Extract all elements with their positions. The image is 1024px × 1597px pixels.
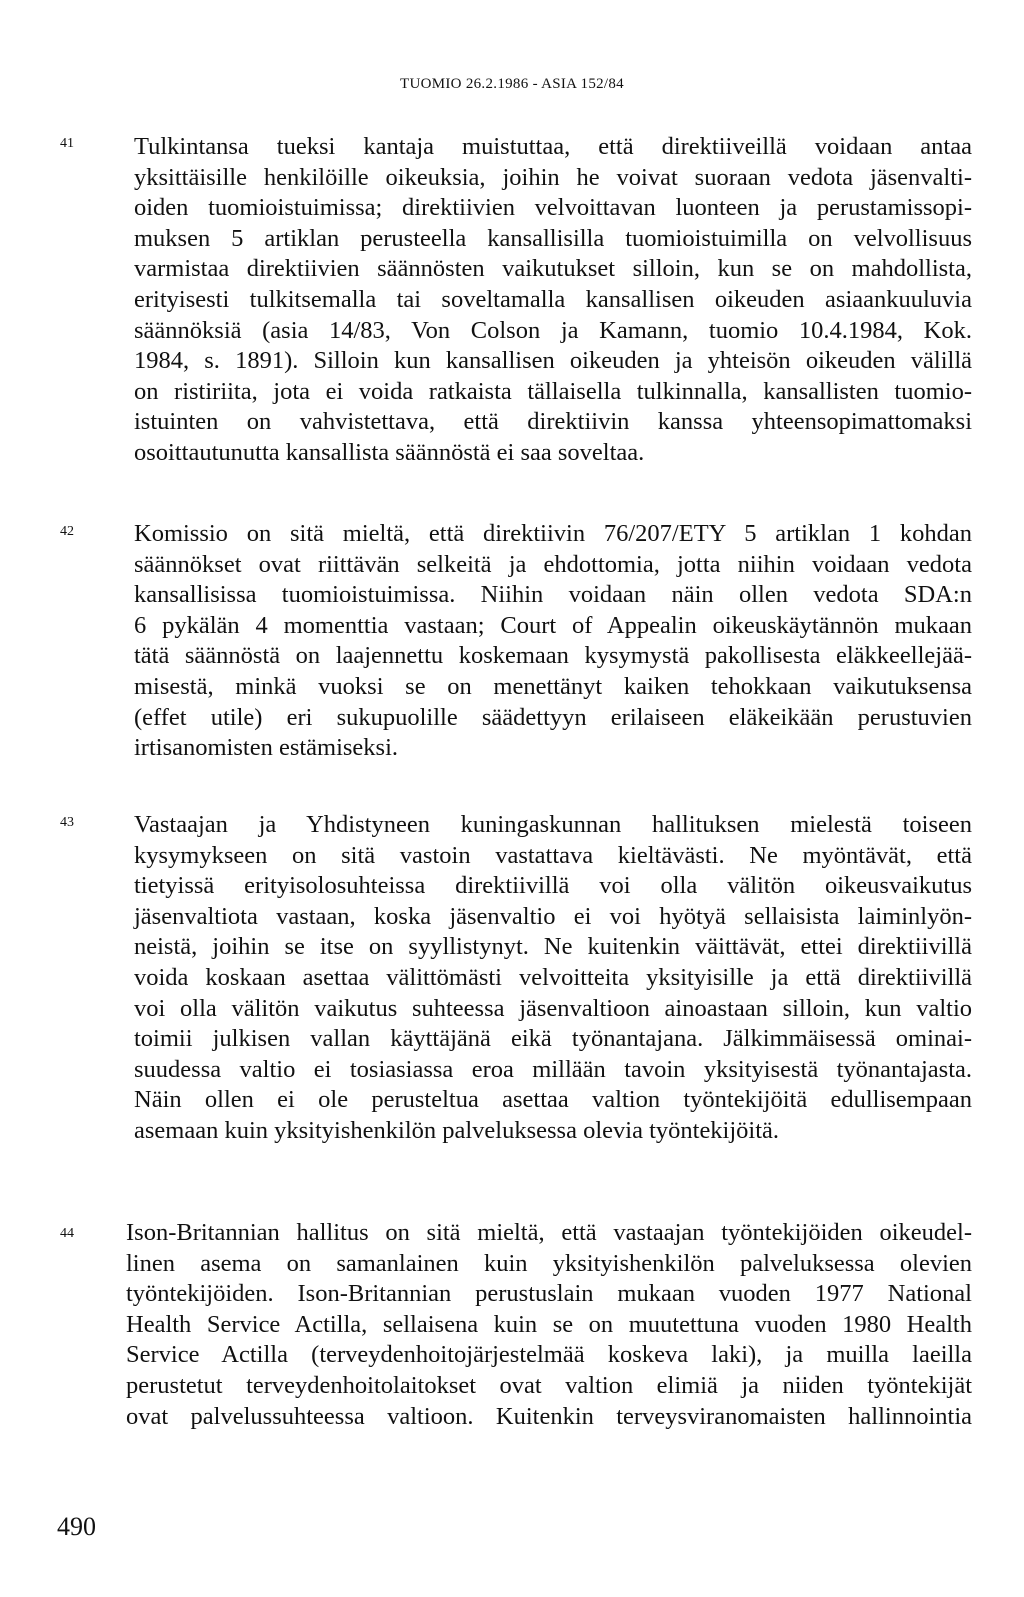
text-line: säännökset ovat riittävän selkeitä ja ehdottomia, jotta niihin voidaan vedota [134,550,972,578]
text-line: voida koskaan asettaa välittömästi velvoitteita yksityisille ja että direktiivillä [134,963,972,991]
running-header: TUOMIO 26.2.1986 - ASIA 152/84 [399,76,624,92]
paragraph-number: 41 [60,136,74,151]
text-line: erityisesti tulkitsemalla tai soveltamalla kansallisen oikeuden asiaankuuluvia [134,285,972,313]
paragraph-43 [134,810,972,1147]
text-line: varmistaa direktiivien säännösten vaikutukset silloin, kun se on mahdollista, [134,255,972,283]
text-line: on ristiriita, jota ei voida ratkaista tällaisella tulkinnalla, kansallisten tuomio- [134,377,972,405]
text-line: yksittäisille henkilöille oikeuksia, joihin he voivat suoraan vedota jäsenvalti- [134,163,972,191]
text-line: neistä, joihin se itse on syyllistynyt. Ne kuitenkin väittävät, ettei direktiivillä [134,933,972,961]
text-line: linen asema on samanlainen kuin yksityishenkilön palveluksessa olevien [126,1249,972,1277]
text-line: (effet utile) eri sukupuolille säädettyyn erilaiseen eläkeikään perustuvien [134,703,972,731]
text-line: työntekijöiden. Ison-Britannian perustuslain mukaan vuoden 1977 National [126,1280,972,1308]
text-line: ovat palvelussuhteessa valtioon. Kuitenkin terveysviranomaisten hallinnointia [126,1402,972,1430]
text-line: säännöksiä (asia 14/83, Von Colson ja Kamann, tuomio 10.4.1984, Kok. [134,316,972,344]
paragraph-number: 43 [60,815,74,830]
text-line: kansallisissa tuomioistuimissa. Niihin voidaan näin ollen vedota SDA:n [134,581,972,609]
text-line: 1984, s. 1891). Silloin kun kansallisen oikeuden ja yhteisön oikeuden välillä [134,347,972,375]
paragraph-41 [134,132,972,469]
text-line: asemaan kuin yksityishenkilön palveluksessa olevia työntekijöitä. [134,1116,780,1144]
page-number: 490 [57,1512,96,1541]
text-line: misestä, minkä vuoksi se on menettänyt kaiken tehokkaan vaikutuksensa [134,672,972,700]
text-line: osoittautunutta kansallista säännöstä ei saa soveltaa. [134,438,645,466]
text-line: muksen 5 artiklan perusteella kansallisilla tuomioistuimilla on velvollisuus [134,224,972,252]
text-line: perustetut terveydenhoitolaitokset ovat valtion elimiä ja niiden työntekijät [126,1371,972,1399]
text-line: irtisanomisten estämiseksi. [134,734,399,762]
paragraph-44 [126,1218,972,1432]
paragraph-number: 42 [60,524,74,539]
paragraph-42 [134,519,972,764]
text-line: Tulkintansa tueksi kantaja muistuttaa, että direktiiveillä voidaan antaa [134,133,972,160]
paragraph-number: 44 [60,1226,74,1241]
text-line: Ison-Britannian hallitus on sitä mieltä, että vastaajan työntekijöiden oikeudel- [126,1219,972,1246]
text-line: tätä säännöstä on laajennettu koskemaan kysymystä pakollisesta eläkkeellejää- [134,642,972,670]
text-line: kysymykseen on sitä vastoin vastattava kieltävästi. Ne myöntävät, että [134,841,972,869]
text-line: voi olla välitön vaikutus suhteessa jäsenvaltioon ainoastaan silloin, kun valtio [134,994,972,1022]
text-line: tietyissä erityisolosuhteissa direktiivillä voi olla välitön oikeusvaikutus [134,872,972,900]
text-line: 6 pykälän 4 momenttia vastaan; Court of Appealin oikeuskäytännön mukaan [134,611,972,639]
text-line: toimii julkisen vallan käyttäjänä eikä työnantajana. Jälkimmäisessä ominai- [134,1025,972,1053]
text-line: istuinten on vahvistettava, että direktiivin kanssa yhteensopimattomaksi [134,408,972,436]
text-line: Komissio on sitä mieltä, että direktiivin 76/207/ETY 5 artiklan 1 kohdan [134,520,972,547]
text-line: suudessa valtio ei tosiasiassa eroa millään tavoin yksityisestä työnantajasta. [134,1055,972,1083]
text-line: jäsenvaltiota vastaan, koska jäsenvaltio ei voi hyötyä sellaisista laiminlyön- [134,902,972,930]
text-line: Service Actilla (terveydenhoitojärjestelmää koskeva laki), ja muilla laeilla [126,1341,972,1369]
text-line: Health Service Actilla, sellaisena kuin se on muutettuna vuoden 1980 Health [126,1310,972,1338]
text-line: Näin ollen ei ole perusteltua asettaa valtion työntekijöitä edullisempaan [134,1086,972,1114]
text-line: oiden tuomioistuimissa; direktiivien velvoittavan luonteen ja perustamissopi- [134,194,972,222]
text-line: Vastaajan ja Yhdistyneen kuningaskunnan hallituksen mielestä toiseen [134,811,972,838]
